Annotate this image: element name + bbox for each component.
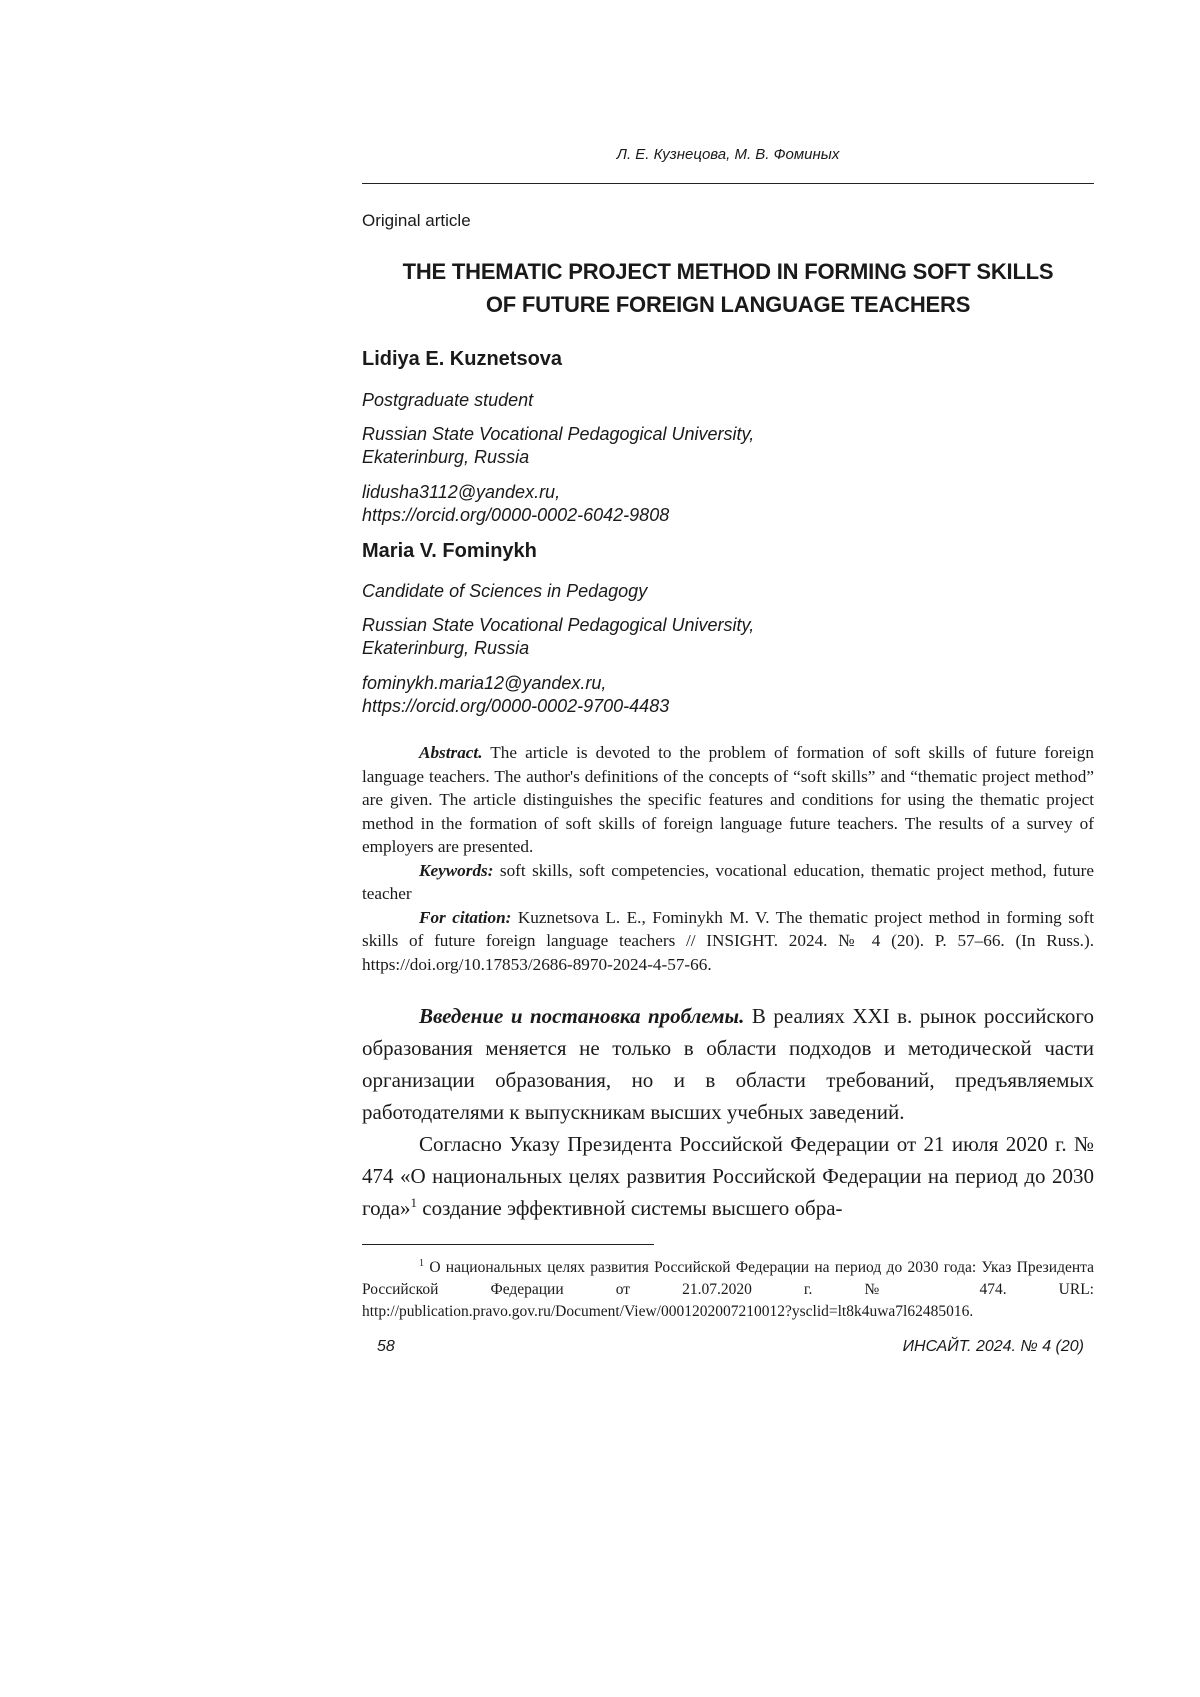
author-name: Lidiya E. Kuznetsova [362, 348, 563, 370]
paragraph-text: В реалиях XXI в. рынок российского образования меняется не только в области подходов и методической части организации образования, но и в области требований, предъявляемых работодателями к выпускникам высших учебных заведений. [362, 1004, 1095, 1124]
footnote-text: О национальных целях развития Российской Федерации на период до 2030 года: Указ Президента Российской Федерации от 21.07.2020 г. № 474. URL: http://publication.pravo.gov.ru/Document/View/0001202007210012?ysclid=lt8k4uwa7l62485016. [362, 1259, 1094, 1320]
author-orcid[interactable]: https://orcid.org/0000-0002-6042-9808 [362, 505, 670, 525]
author-contacts [362, 672, 1062, 718]
journal-issue: ИНСАЙТ. 2024. № 4 (20) [902, 1338, 1084, 1355]
body-paragraph [362, 1128, 1094, 1224]
title-line-1: THE THEMATIC PROJECT METHOD IN FORMING SOFT SKILLS [402, 259, 1054, 284]
footnote-paragraph [362, 1257, 1094, 1323]
author-email[interactable]: lidusha3112@yandex.ru, [362, 482, 561, 502]
body-paragraph [362, 1000, 1094, 1128]
author-orcid[interactable]: https://orcid.org/0000-0002-9700-4483 [362, 696, 670, 716]
keywords-paragraph [362, 859, 1094, 906]
affiliation-line-2: Ekaterinburg, Russia [362, 638, 530, 658]
abstract-block [362, 741, 1094, 976]
author-affiliation [362, 614, 1062, 660]
author-position: Candidate of Sciences in Pedagogy [362, 581, 648, 601]
keywords-text: soft skills, soft competencies, vocational education, thematic project method, future teacher [362, 860, 1094, 903]
author-position: Postgraduate student [362, 390, 534, 410]
article-title [362, 255, 1094, 321]
footnote-divider [362, 1244, 654, 1245]
footnote-ref[interactable]: 1 [410, 1195, 417, 1210]
author-name: Maria V. Fominykh [362, 540, 537, 562]
author-affiliation [362, 423, 1062, 469]
citation-paragraph [362, 906, 1094, 977]
title-line-2: OF FUTURE FOREIGN LANGUAGE TEACHERS [485, 292, 971, 317]
affiliation-line-2: Ekaterinburg, Russia [362, 447, 530, 467]
abstract-text: The article is devoted to the problem of formation of soft skills of future foreign language teachers. The author's definitions of the concepts of “soft skills” and “thematic project method” are given. The article distinguishes the specific features and conditions for using the thematic project method in the formation of soft skills of foreign language future teachers. The results of a survey of employers are presented. [362, 743, 1094, 856]
article-type-label: Original article [362, 211, 471, 230]
section-heading: Введение и постановка проблемы. [419, 1004, 745, 1028]
author-email[interactable]: fominykh.maria12@yandex.ru, [362, 673, 607, 693]
body-text [362, 1000, 1094, 1224]
citation-label: For citation: [419, 907, 512, 927]
keywords-label: Keywords: [419, 860, 494, 880]
abstract-paragraph [362, 741, 1094, 859]
header-divider [362, 183, 1094, 184]
footnote-marker: 1 [419, 1258, 424, 1269]
paragraph-text: Согласно Указу Президента Российской Федерации от 21 июля 2020 г. № 474 «О национальных целях развития Российской Федерации на период до 2030 года» [362, 1132, 1094, 1220]
footnote [362, 1257, 1094, 1323]
running-head: Л. Е. Кузнецова, М. В. Фоминых [616, 146, 840, 163]
page-number: 58 [377, 1338, 395, 1355]
author-contacts [362, 481, 1062, 527]
affiliation-line-1: Russian State Vocational Pedagogical University, [362, 615, 755, 635]
affiliation-line-1: Russian State Vocational Pedagogical University, [362, 424, 755, 444]
citation-text: Kuznetsova L. E., Fominykh M. V. The thematic project method in forming soft skills of future foreign language teachers // INSIGHT. 2024. № 4 (20). P. 57–66. (In Russ.). https://doi.org/10.17853/2686-8970-2024-4-57-66. [362, 907, 1094, 974]
abstract-label: Abstract. [419, 743, 483, 762]
paragraph-text: создание эффективной системы высшего обра- [422, 1196, 843, 1220]
